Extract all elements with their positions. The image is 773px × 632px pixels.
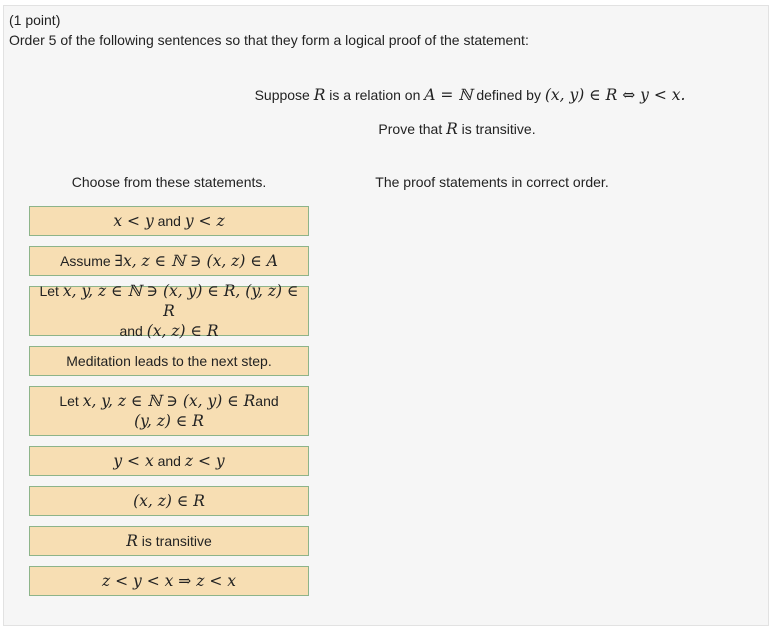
- statement-item[interactable]: [29, 566, 309, 596]
- math-expression: R: [126, 532, 138, 550]
- statement-text: [59, 391, 278, 431]
- math-expression: x, y, z ∈ ℕ ∋ (x, y) ∈ R: [82, 392, 256, 410]
- statement-text: [113, 211, 224, 231]
- prove-prefix: Prove that: [378, 121, 447, 137]
- statement-item[interactable]: [29, 282, 309, 340]
- statement-text: [126, 531, 212, 551]
- answer-heading: The proof statements in correct order.: [375, 174, 609, 190]
- instructions-text: Order 5 of the following sentences so that they form a logical proof of the statement:: [9, 32, 529, 48]
- suppose-mid: is a relation on: [325, 87, 425, 103]
- statement-word: and: [153, 453, 185, 469]
- statement-item[interactable]: [29, 246, 309, 276]
- statement-item[interactable]: [29, 346, 309, 376]
- answer-drop-zone[interactable]: [362, 200, 742, 590]
- prove-statement: [200, 118, 714, 140]
- statement-word: and: [255, 393, 279, 409]
- statement-item[interactable]: [29, 446, 309, 476]
- math-expression: x < y: [113, 212, 154, 230]
- statement-word: and: [119, 323, 147, 339]
- problem-statement: [200, 84, 740, 106]
- statement-item[interactable]: [29, 526, 309, 556]
- math-expression: z < y < x ⇒ z < x: [102, 572, 236, 590]
- math-expression: x, y, z ∈ ℕ ∋ (x, y) ∈ R, (y, z) ∈ R: [62, 282, 299, 320]
- relation-symbol: R: [313, 86, 326, 104]
- relation-definition: (x, y) ∈ R ⇔ y < x.: [544, 86, 686, 104]
- statement-word: and: [153, 213, 185, 229]
- prove-relation-symbol: R: [446, 120, 458, 138]
- statement-text: [102, 571, 236, 591]
- math-expression: (x, z) ∈ R: [133, 492, 205, 510]
- statement-text: [133, 491, 205, 511]
- points-label: (1 point): [9, 12, 61, 28]
- math-expression: y < z: [184, 212, 225, 230]
- statement-item[interactable]: [29, 206, 309, 236]
- statement-word: Assume: [60, 253, 115, 269]
- math-expression: ∃x, z ∈ ℕ ∋ (x, z) ∈ A: [114, 252, 278, 270]
- statement-item[interactable]: [29, 486, 309, 516]
- statement-text: [66, 351, 271, 371]
- statement-word: Let: [59, 393, 83, 409]
- statement-word: Meditation leads to the next step.: [66, 353, 272, 369]
- math-expression: y < x: [113, 452, 154, 470]
- math-expression: z < y: [184, 452, 225, 470]
- prove-suffix: is transitive.: [457, 121, 536, 137]
- statement-text: [60, 251, 278, 271]
- statement-item[interactable]: [29, 386, 309, 436]
- choices-heading: Choose from these statements.: [71, 174, 267, 190]
- statement-text: [113, 451, 224, 471]
- math-expression: (y, z) ∈ R: [134, 412, 204, 430]
- statement-text: [36, 281, 302, 341]
- set-definition: A = ℕ: [424, 86, 473, 104]
- statement-word: is transitive: [137, 533, 212, 549]
- statement-word: Let: [39, 283, 63, 299]
- suppose-defined: defined by: [472, 87, 545, 103]
- suppose-prefix: Suppose: [254, 87, 314, 103]
- math-expression: (x, z) ∈ R: [146, 322, 219, 340]
